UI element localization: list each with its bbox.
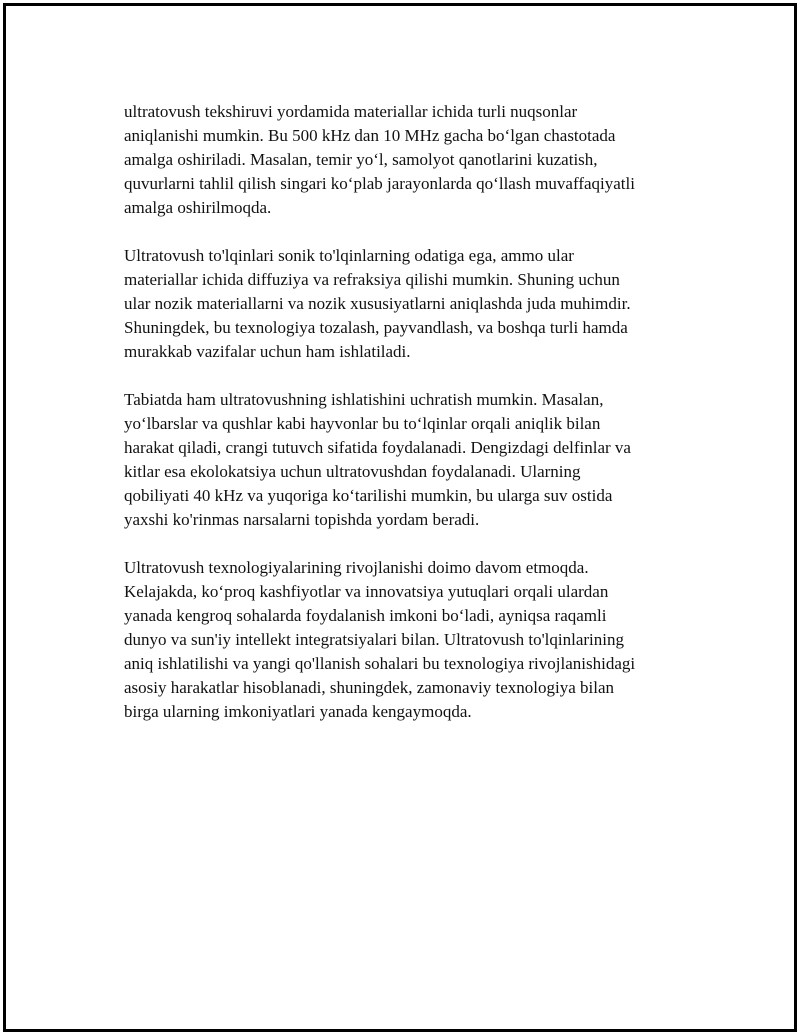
text-line: Ultratovush to'lqinlari sonik to'lqinlarning odatiga ega, ammo ular — [124, 246, 574, 265]
text-line: Shuningdek, bu texnologiya tozalash, payvandlash, va boshqa turli hamda — [124, 318, 628, 337]
text-line: amalga oshiriladi. Masalan, temir yo‘l, samolyot qanotlarini kuzatish, — [124, 150, 598, 169]
text-line: aniq ishlatilishi va yangi qo'llanish sohalari bu texnologiya rivojlanishidagi — [124, 654, 636, 673]
text-line: ultratovush tekshiruvi yordamida materiallar ichida turli nuqsonlar — [124, 102, 578, 121]
page-frame — [3, 3, 797, 1032]
text-line: harakat qiladi, crangi tutuvch sifatida foydalanadi. Dengizdagi delfinlar va — [124, 438, 631, 457]
text-line: yaxshi ko'rinmas narsalarni topishda yordam beradi. — [124, 510, 480, 529]
text-line: ular nozik materiallarni va nozik xususiyatlarni aniqlashda juda muhimdir. — [124, 294, 631, 313]
text-line: amalga oshirilmoqda. — [124, 198, 272, 217]
text-line: qobiliyati 40 kHz va yuqoriga ko‘tarilishi mumkin, bu ularga suv ostida — [124, 486, 613, 505]
text-line: aniqlanishi mumkin. Bu 500 kHz dan 10 MHz gacha bo‘lgan chastotada — [124, 126, 616, 145]
text-line: Tabiatda ham ultratovushning ishlatishini uchratish mumkin. Masalan, — [124, 390, 604, 409]
paragraph-3 — [124, 388, 704, 532]
text-line: Ultratovush texnologiyalarining rivojlanishi doimo davom etmoqda. — [124, 558, 589, 577]
text-line: Kelajakda, ko‘proq kashfiyotlar va innovatsiya yutuqlari orqali ulardan — [124, 582, 609, 601]
text-line: dunyo va sun'iy intellekt integratsiyalari bilan. Ultratovush to'lqinlarining — [124, 630, 624, 649]
paragraph-1 — [124, 100, 704, 220]
document-body — [124, 100, 704, 748]
paragraph-2 — [124, 244, 704, 364]
text-line: kitlar esa ekolokatsiya uchun ultratovushdan foydalanadi. Ularning — [124, 462, 581, 481]
text-line: murakkab vazifalar uchun ham ishlatiladi. — [124, 342, 411, 361]
text-line: birga ularning imkoniyatlari yanada kengaymoqda. — [124, 702, 472, 721]
text-line: yo‘lbarslar va qushlar kabi hayvonlar bu to‘lqinlar orqali aniqlik bilan — [124, 414, 601, 433]
text-line: materiallar ichida diffuziya va refraksiya qilishi mumkin. Shuning uchun — [124, 270, 620, 289]
text-line: yanada kengroq sohalarda foydalanish imkoni bo‘ladi, ayniqsa raqamli — [124, 606, 607, 625]
text-line: quvurlarni tahlil qilish singari ko‘plab jarayonlarda qo‘llash muvaffaqiyatli — [124, 174, 635, 193]
paragraph-4 — [124, 556, 704, 724]
text-line: asosiy harakatlar hisoblanadi, shuningdek, zamonaviy texnologiya bilan — [124, 678, 615, 697]
